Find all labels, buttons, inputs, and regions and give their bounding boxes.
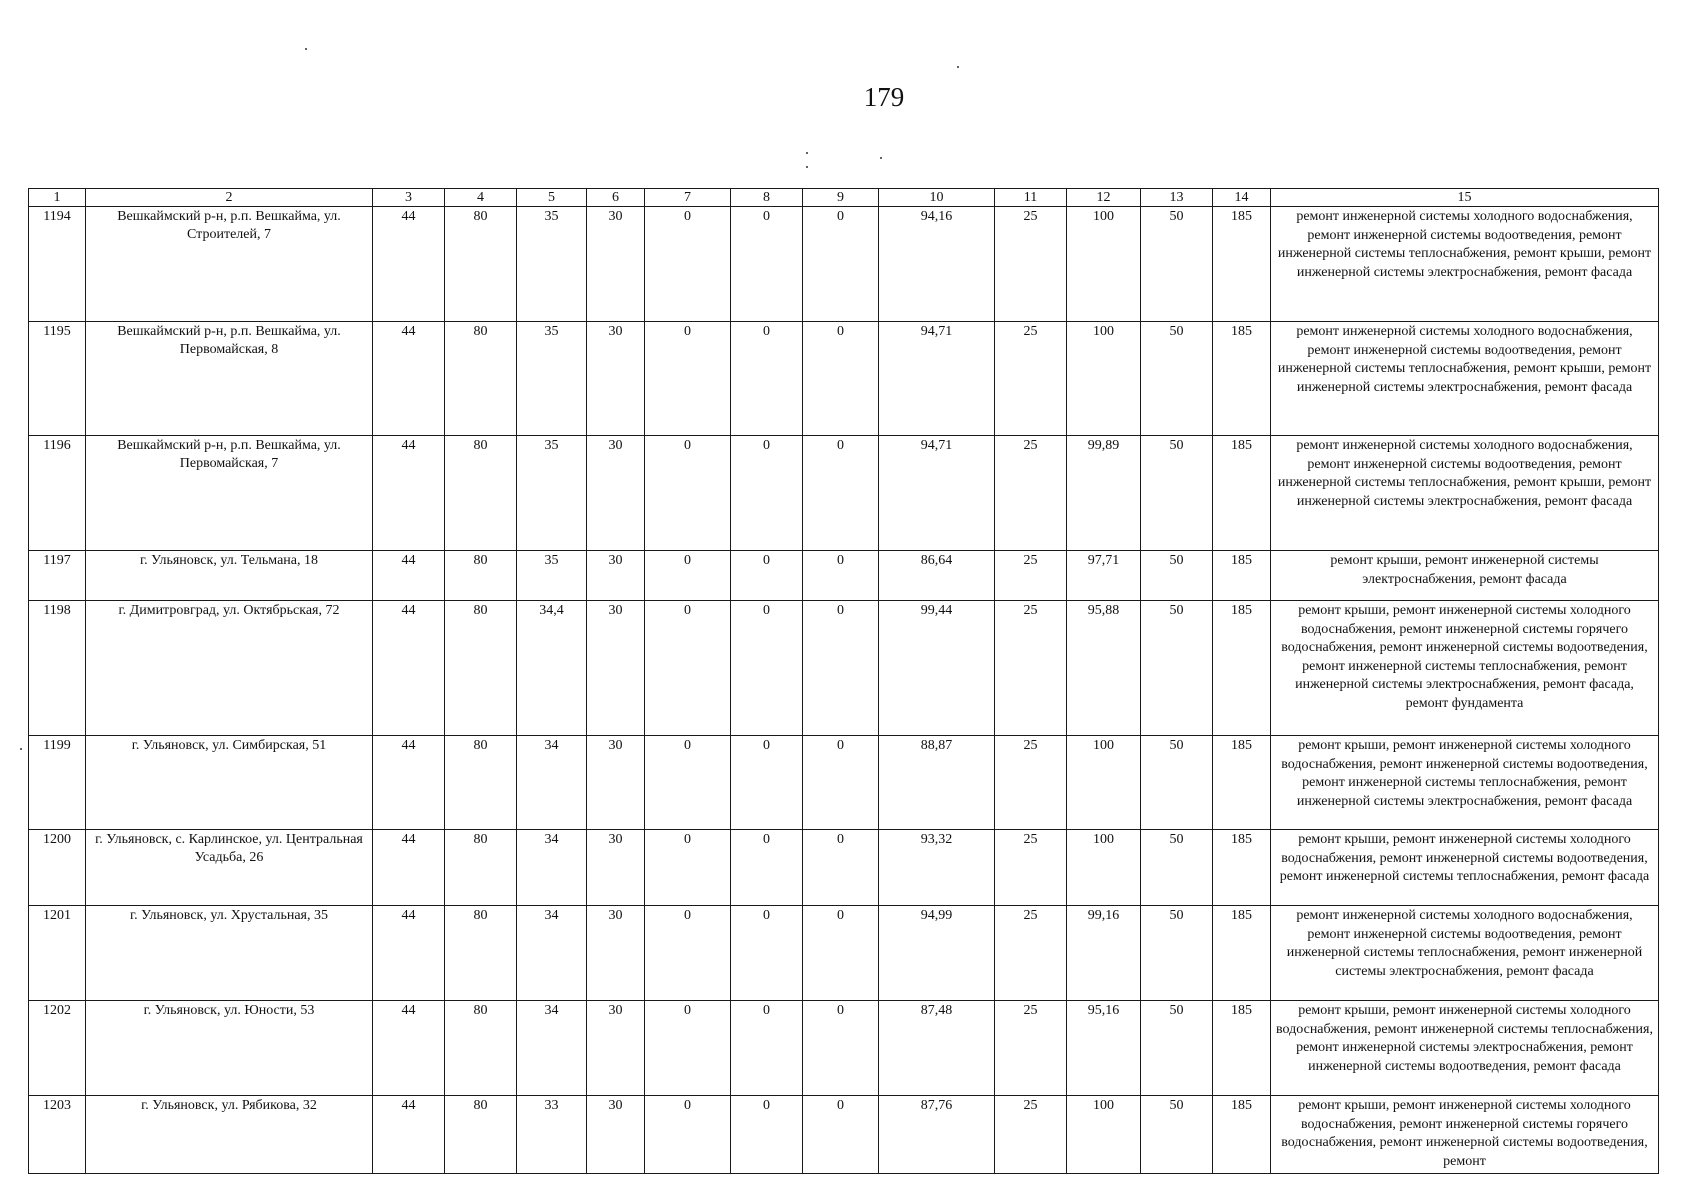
row-number: 1197 xyxy=(29,551,86,601)
value-cell: 80 xyxy=(445,1001,517,1096)
value-cell: 35 xyxy=(517,436,587,551)
address-cell: г. Ульяновск, ул. Симбирская, 51 xyxy=(86,736,373,830)
column-header: 14 xyxy=(1213,189,1271,207)
value-cell: 25 xyxy=(995,207,1067,322)
works-cell: ремонт крыши, ремонт инженерной системы холодного водоснабжения, ремонт инженерной системы теплоснабжения, ремонт инженерной системы электроснабжения, ремонт инженерной системы водоотведения, ремонт фасада xyxy=(1271,1001,1659,1096)
value-cell: 25 xyxy=(995,906,1067,1001)
value-cell: 25 xyxy=(995,1001,1067,1096)
value-cell: 0 xyxy=(645,830,731,906)
table-row xyxy=(29,830,1659,906)
value-cell: 30 xyxy=(587,207,645,322)
value-cell: 80 xyxy=(445,906,517,1001)
value-cell: 30 xyxy=(587,601,645,736)
value-cell: 50 xyxy=(1141,436,1213,551)
value-cell: 0 xyxy=(803,207,879,322)
value-cell: 34 xyxy=(517,906,587,1001)
address-cell: г. Ульяновск, с. Карлинское, ул. Центральная Усадьба, 26 xyxy=(86,830,373,906)
value-cell: 30 xyxy=(587,322,645,436)
value-cell: 0 xyxy=(645,1001,731,1096)
table-row xyxy=(29,436,1659,551)
value-cell: 30 xyxy=(587,1096,645,1174)
address-cell: г. Димитровград, ул. Октябрьская, 72 xyxy=(86,601,373,736)
value-cell: 25 xyxy=(995,736,1067,830)
value-cell: 100 xyxy=(1067,736,1141,830)
value-cell: 185 xyxy=(1213,1001,1271,1096)
value-cell: 0 xyxy=(731,436,803,551)
address-cell: г. Ульяновск, ул. Хрустальная, 35 xyxy=(86,906,373,1001)
column-header: 2 xyxy=(86,189,373,207)
value-cell: 80 xyxy=(445,601,517,736)
value-cell: 0 xyxy=(731,830,803,906)
value-cell: 80 xyxy=(445,736,517,830)
column-number-row xyxy=(29,189,1659,207)
address-cell: г. Ульяновск, ул. Тельмана, 18 xyxy=(86,551,373,601)
column-header: 7 xyxy=(645,189,731,207)
value-cell: 93,32 xyxy=(879,830,995,906)
value-cell: 25 xyxy=(995,436,1067,551)
column-header: 10 xyxy=(879,189,995,207)
value-cell: 50 xyxy=(1141,1001,1213,1096)
value-cell: 30 xyxy=(587,830,645,906)
works-cell: ремонт крыши, ремонт инженерной системы холодного водоснабжения, ремонт инженерной системы горячего водоснабжения, ремонт инженерной системы водоотведения, ремонт xyxy=(1271,1096,1659,1174)
column-header: 5 xyxy=(517,189,587,207)
registry-table xyxy=(28,188,1659,1174)
column-header: 15 xyxy=(1271,189,1659,207)
value-cell: 34 xyxy=(517,830,587,906)
value-cell: 99,89 xyxy=(1067,436,1141,551)
address-cell: Вешкаймский р-н, р.п. Вешкайма, ул. Строителей, 7 xyxy=(86,207,373,322)
table-row xyxy=(29,1001,1659,1096)
value-cell: 94,99 xyxy=(879,906,995,1001)
value-cell: 44 xyxy=(373,601,445,736)
column-header: 3 xyxy=(373,189,445,207)
value-cell: 50 xyxy=(1141,551,1213,601)
value-cell: 50 xyxy=(1141,906,1213,1001)
scan-speck xyxy=(806,166,808,168)
value-cell: 80 xyxy=(445,207,517,322)
value-cell: 100 xyxy=(1067,1096,1141,1174)
value-cell: 44 xyxy=(373,906,445,1001)
value-cell: 0 xyxy=(645,906,731,1001)
scan-speck xyxy=(957,66,959,68)
value-cell: 97,71 xyxy=(1067,551,1141,601)
value-cell: 30 xyxy=(587,906,645,1001)
value-cell: 0 xyxy=(645,436,731,551)
value-cell: 87,48 xyxy=(879,1001,995,1096)
table-row xyxy=(29,207,1659,322)
value-cell: 44 xyxy=(373,830,445,906)
value-cell: 25 xyxy=(995,1096,1067,1174)
value-cell: 0 xyxy=(803,551,879,601)
value-cell: 88,87 xyxy=(879,736,995,830)
value-cell: 87,76 xyxy=(879,1096,995,1174)
value-cell: 0 xyxy=(731,736,803,830)
value-cell: 50 xyxy=(1141,322,1213,436)
address-cell: Вешкаймский р-н, р.п. Вешкайма, ул. Первомайская, 7 xyxy=(86,436,373,551)
value-cell: 0 xyxy=(731,551,803,601)
value-cell: 50 xyxy=(1141,207,1213,322)
works-cell: ремонт крыши, ремонт инженерной системы холодного водоснабжения, ремонт инженерной системы водоотведения, ремонт инженерной системы теплоснабжения, ремонт фасада xyxy=(1271,830,1659,906)
value-cell: 185 xyxy=(1213,551,1271,601)
value-cell: 0 xyxy=(731,906,803,1001)
address-cell: г. Ульяновск, ул. Юности, 53 xyxy=(86,1001,373,1096)
scan-speck xyxy=(305,48,307,50)
value-cell: 80 xyxy=(445,551,517,601)
table-row xyxy=(29,1096,1659,1174)
value-cell: 44 xyxy=(373,207,445,322)
value-cell: 44 xyxy=(373,322,445,436)
value-cell: 0 xyxy=(803,736,879,830)
value-cell: 0 xyxy=(731,601,803,736)
row-number: 1201 xyxy=(29,906,86,1001)
value-cell: 30 xyxy=(587,436,645,551)
value-cell: 185 xyxy=(1213,1096,1271,1174)
value-cell: 30 xyxy=(587,736,645,830)
value-cell: 0 xyxy=(803,436,879,551)
value-cell: 0 xyxy=(645,1096,731,1174)
table-row xyxy=(29,551,1659,601)
value-cell: 35 xyxy=(517,551,587,601)
value-cell: 50 xyxy=(1141,830,1213,906)
value-cell: 0 xyxy=(645,207,731,322)
value-cell: 80 xyxy=(445,436,517,551)
value-cell: 44 xyxy=(373,551,445,601)
scan-speck xyxy=(806,152,808,154)
works-cell: ремонт крыши, ремонт инженерной системы электроснабжения, ремонт фасада xyxy=(1271,551,1659,601)
value-cell: 0 xyxy=(645,736,731,830)
value-cell: 34 xyxy=(517,736,587,830)
value-cell: 185 xyxy=(1213,736,1271,830)
works-cell: ремонт инженерной системы холодного водоснабжения, ремонт инженерной системы водоотведения, ремонт инженерной системы теплоснабжения, ремонт крыши, ремонт инженерной системы электроснабжения, ремонт фасада xyxy=(1271,207,1659,322)
value-cell: 50 xyxy=(1141,736,1213,830)
row-number: 1202 xyxy=(29,1001,86,1096)
row-number: 1195 xyxy=(29,322,86,436)
row-number: 1200 xyxy=(29,830,86,906)
value-cell: 100 xyxy=(1067,322,1141,436)
value-cell: 30 xyxy=(587,551,645,601)
value-cell: 185 xyxy=(1213,906,1271,1001)
value-cell: 0 xyxy=(731,322,803,436)
value-cell: 95,16 xyxy=(1067,1001,1141,1096)
value-cell: 0 xyxy=(645,322,731,436)
value-cell: 0 xyxy=(803,601,879,736)
value-cell: 0 xyxy=(731,1096,803,1174)
value-cell: 185 xyxy=(1213,830,1271,906)
row-number: 1196 xyxy=(29,436,86,551)
value-cell: 80 xyxy=(445,322,517,436)
table-row xyxy=(29,906,1659,1001)
value-cell: 25 xyxy=(995,601,1067,736)
address-cell: Вешкаймский р-н, р.п. Вешкайма, ул. Первомайская, 8 xyxy=(86,322,373,436)
value-cell: 0 xyxy=(803,1096,879,1174)
works-cell: ремонт инженерной системы холодного водоснабжения, ремонт инженерной системы водоотведения, ремонт инженерной системы теплоснабжения, ремонт инженерной системы электроснабжения, ремонт фасада xyxy=(1271,906,1659,1001)
value-cell: 185 xyxy=(1213,436,1271,551)
value-cell: 0 xyxy=(731,207,803,322)
column-header: 6 xyxy=(587,189,645,207)
value-cell: 185 xyxy=(1213,601,1271,736)
column-header: 8 xyxy=(731,189,803,207)
value-cell: 50 xyxy=(1141,1096,1213,1174)
value-cell: 95,88 xyxy=(1067,601,1141,736)
value-cell: 34 xyxy=(517,1001,587,1096)
value-cell: 86,64 xyxy=(879,551,995,601)
row-number: 1203 xyxy=(29,1096,86,1174)
value-cell: 100 xyxy=(1067,207,1141,322)
value-cell: 25 xyxy=(995,551,1067,601)
value-cell: 33 xyxy=(517,1096,587,1174)
value-cell: 94,71 xyxy=(879,322,995,436)
column-header: 4 xyxy=(445,189,517,207)
value-cell: 0 xyxy=(731,1001,803,1096)
row-number: 1198 xyxy=(29,601,86,736)
value-cell: 94,71 xyxy=(879,436,995,551)
table-row xyxy=(29,736,1659,830)
value-cell: 80 xyxy=(445,1096,517,1174)
value-cell: 0 xyxy=(803,1001,879,1096)
table-row xyxy=(29,601,1659,736)
value-cell: 35 xyxy=(517,322,587,436)
value-cell: 50 xyxy=(1141,601,1213,736)
value-cell: 185 xyxy=(1213,322,1271,436)
scan-speck xyxy=(20,748,22,750)
value-cell: 44 xyxy=(373,1001,445,1096)
value-cell: 44 xyxy=(373,436,445,551)
value-cell: 34,4 xyxy=(517,601,587,736)
value-cell: 99,44 xyxy=(879,601,995,736)
column-header: 11 xyxy=(995,189,1067,207)
scan-speck xyxy=(880,157,882,159)
value-cell: 44 xyxy=(373,736,445,830)
value-cell: 94,16 xyxy=(879,207,995,322)
column-header: 1 xyxy=(29,189,86,207)
value-cell: 0 xyxy=(803,322,879,436)
column-header: 12 xyxy=(1067,189,1141,207)
value-cell: 25 xyxy=(995,322,1067,436)
column-header: 9 xyxy=(803,189,879,207)
works-cell: ремонт крыши, ремонт инженерной системы холодного водоснабжения, ремонт инженерной системы горячего водоснабжения, ремонт инженерной системы водоотведения, ремонт инженерной системы теплоснабжения, ремонт инженерной системы электроснабжения, ремонт фасада, ремонт фундамента xyxy=(1271,601,1659,736)
value-cell: 80 xyxy=(445,830,517,906)
value-cell: 185 xyxy=(1213,207,1271,322)
works-cell: ремонт инженерной системы холодного водоснабжения, ремонт инженерной системы водоотведения, ремонт инженерной системы теплоснабжения, ремонт крыши, ремонт инженерной системы электроснабжения, ремонт фасада xyxy=(1271,436,1659,551)
row-number: 1194 xyxy=(29,207,86,322)
works-cell: ремонт инженерной системы холодного водоснабжения, ремонт инженерной системы водоотведения, ремонт инженерной системы теплоснабжения, ремонт крыши, ремонт инженерной системы электроснабжения, ремонт фасада xyxy=(1271,322,1659,436)
value-cell: 25 xyxy=(995,830,1067,906)
value-cell: 0 xyxy=(803,906,879,1001)
page-number: 179 xyxy=(863,82,905,112)
value-cell: 44 xyxy=(373,1096,445,1174)
value-cell: 35 xyxy=(517,207,587,322)
value-cell: 0 xyxy=(645,551,731,601)
value-cell: 100 xyxy=(1067,830,1141,906)
address-cell: г. Ульяновск, ул. Рябикова, 32 xyxy=(86,1096,373,1174)
works-cell: ремонт крыши, ремонт инженерной системы холодного водоснабжения, ремонт инженерной системы водоотведения, ремонт инженерной системы теплоснабжения, ремонт инженерной системы электроснабжения, ремонт фасада xyxy=(1271,736,1659,830)
table-row xyxy=(29,322,1659,436)
value-cell: 99,16 xyxy=(1067,906,1141,1001)
value-cell: 0 xyxy=(803,830,879,906)
value-cell: 0 xyxy=(645,601,731,736)
column-header: 13 xyxy=(1141,189,1213,207)
value-cell: 30 xyxy=(587,1001,645,1096)
row-number: 1199 xyxy=(29,736,86,830)
